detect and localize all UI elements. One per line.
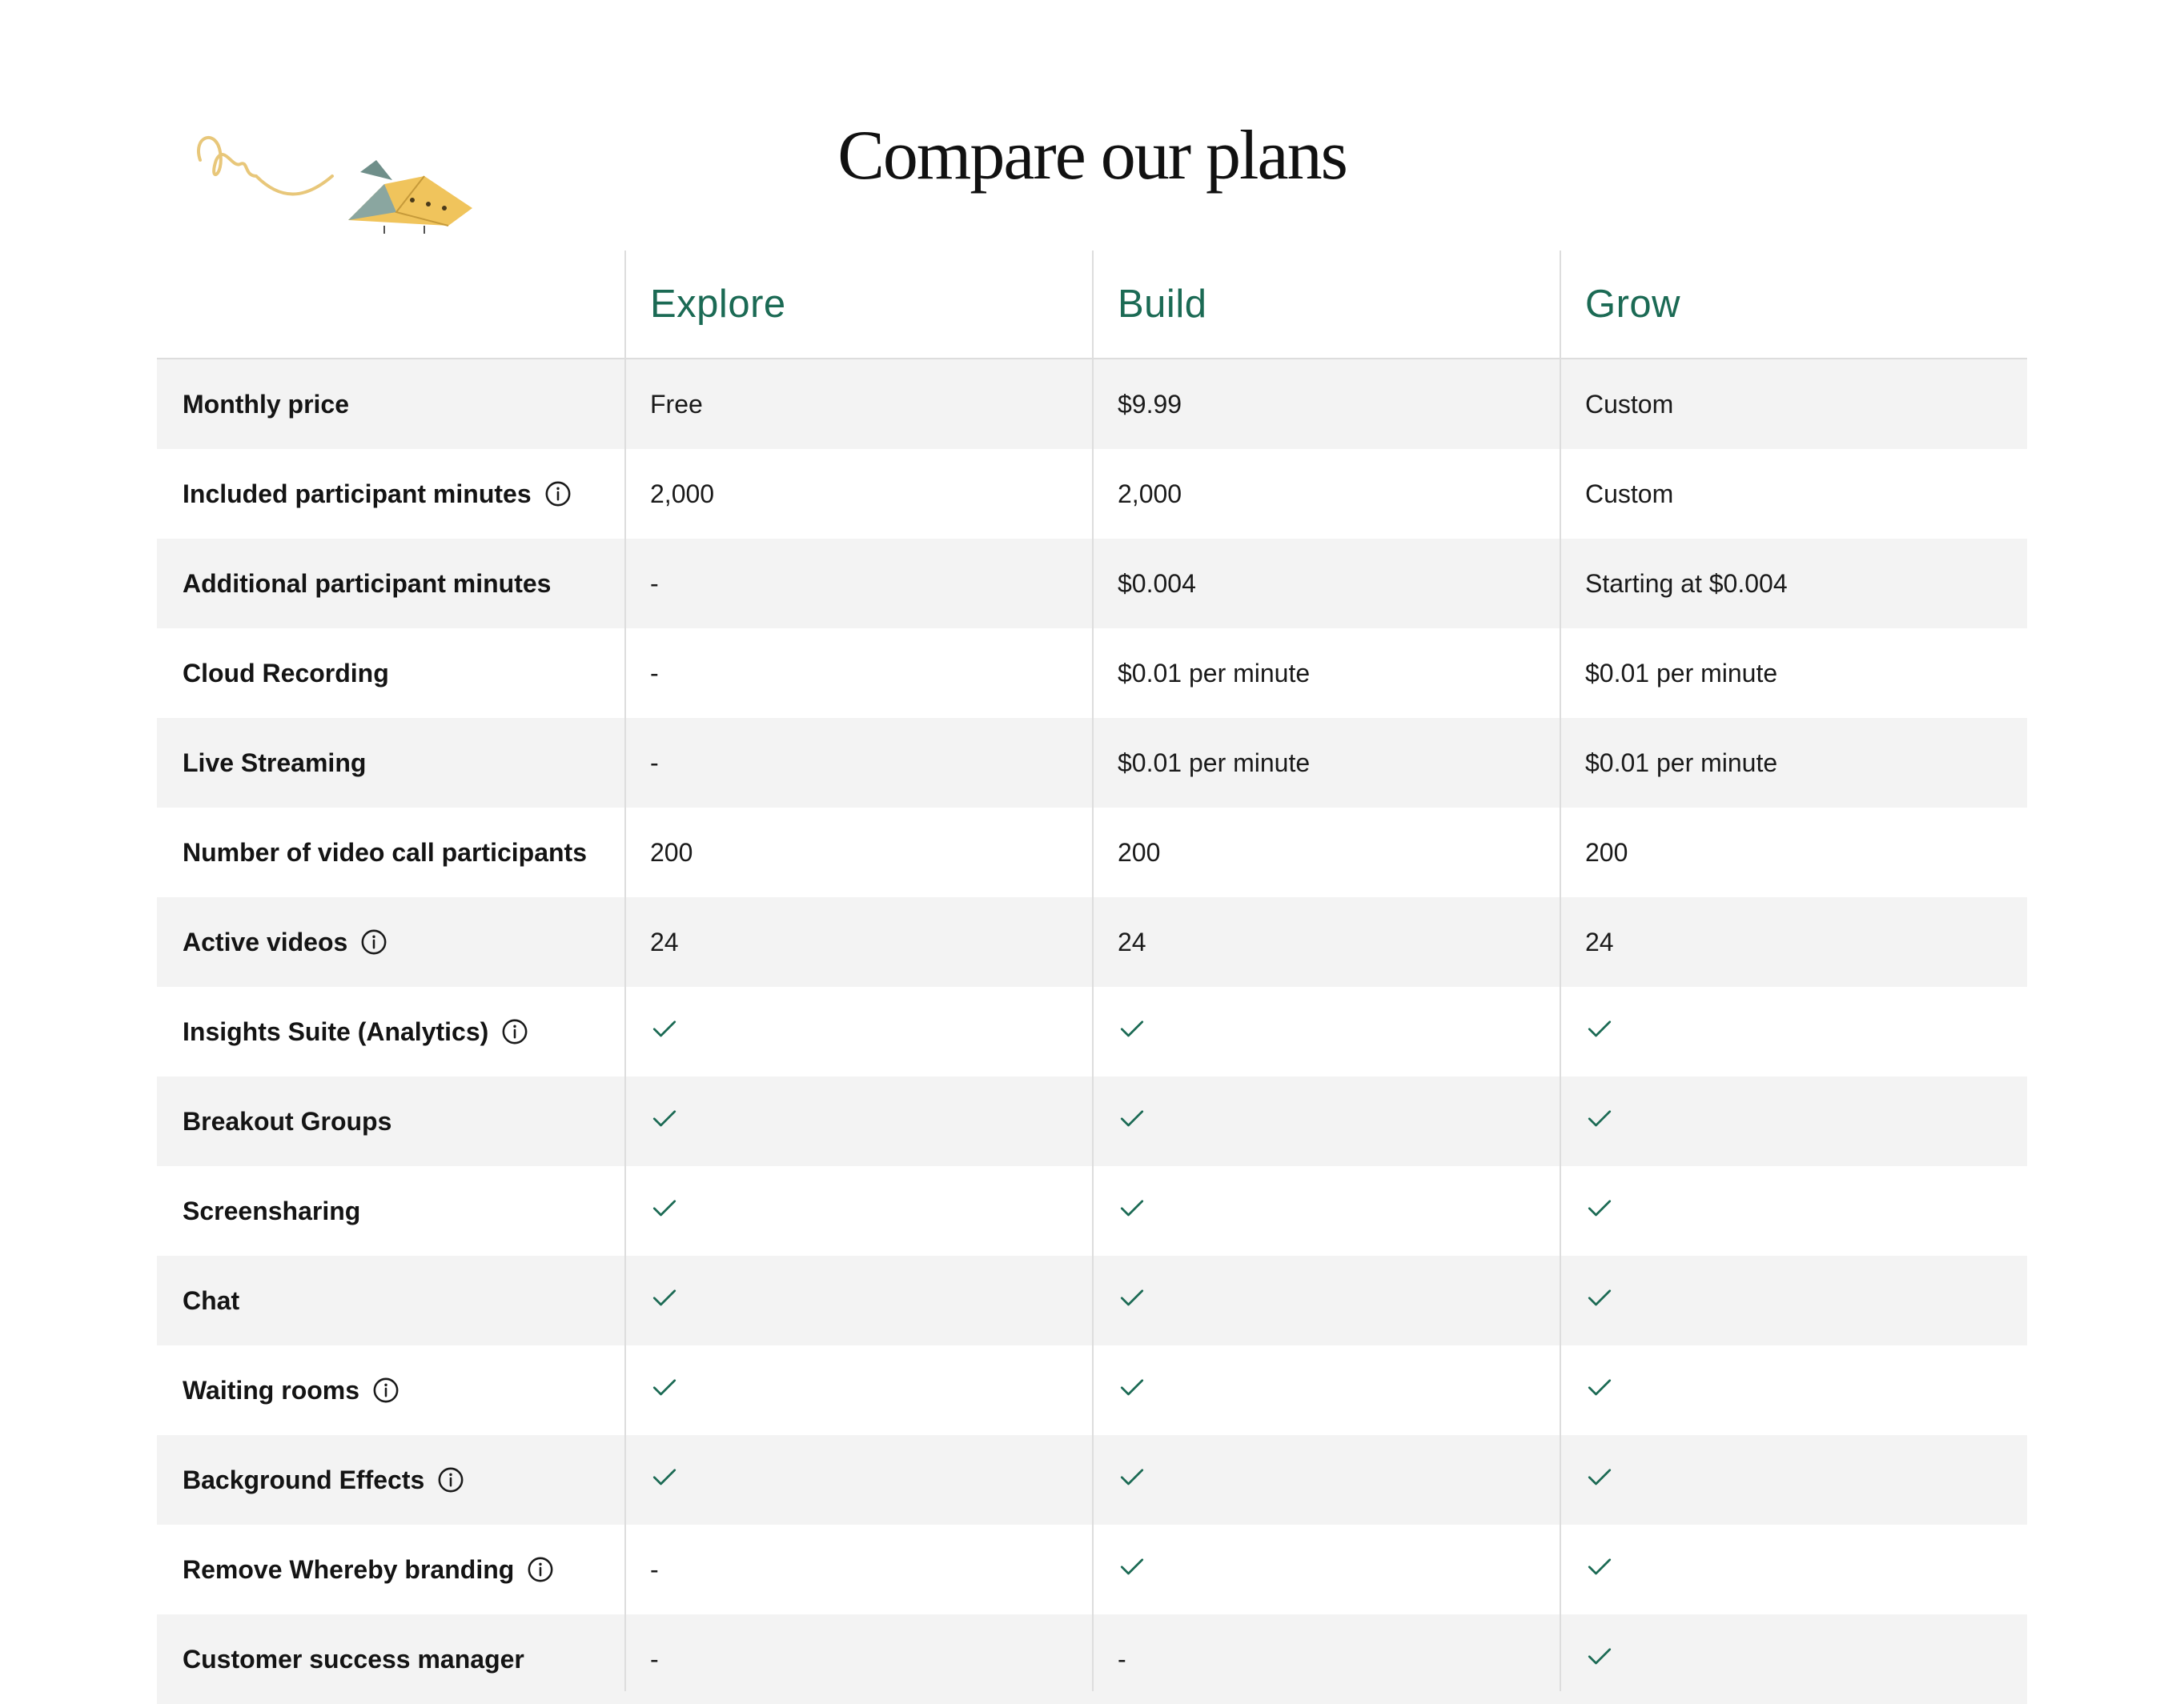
- feature-name-cell: [157, 359, 624, 449]
- check-icon: [1585, 1642, 1614, 1670]
- feature-name-cell: [157, 539, 624, 628]
- plan-value-cell-build: [1092, 718, 1560, 808]
- plan-value-cell-grow: [1560, 359, 2027, 449]
- check-icon: [650, 1104, 679, 1133]
- feature-label: Active videos: [183, 927, 348, 956]
- plan-value-cell-build: [1092, 1256, 1560, 1345]
- feature-name-cell: [157, 718, 624, 808]
- check-icon: [1585, 1283, 1614, 1312]
- plan-value: 24: [650, 927, 679, 956]
- page-title: Compare our plans: [837, 117, 1347, 194]
- feature-label: Live Streaming: [183, 748, 367, 777]
- feature-label: Remove Whereby branding: [183, 1554, 515, 1584]
- check-icon: [1118, 1462, 1146, 1491]
- plan-value-cell-explore: [624, 1435, 1092, 1525]
- check-icon: [1118, 1014, 1146, 1043]
- check-icon: [1118, 1552, 1146, 1581]
- feature-name-cell: [157, 449, 624, 539]
- feature-name-cell: [157, 808, 624, 897]
- feature-label: Screensharing: [183, 1196, 361, 1225]
- check-icon: [1118, 1373, 1146, 1401]
- plan-value-cell-grow: [1560, 1345, 2027, 1435]
- plan-value-cell-explore: [624, 359, 1092, 449]
- column-divider: [624, 251, 626, 1691]
- feature-label: Chat: [183, 1285, 240, 1315]
- plan-value: $0.01 per minute: [1118, 658, 1311, 688]
- plan-value: $0.01 per minute: [1585, 748, 1778, 777]
- plan-value-cell-build: [1092, 628, 1560, 718]
- plan-header-explore: Explore: [650, 283, 786, 326]
- check-icon: [1118, 1193, 1146, 1222]
- plan-value: -: [1118, 1644, 1126, 1674]
- plan-value-cell-grow: [1560, 539, 2027, 628]
- plan-value-cell-explore: [624, 449, 1092, 539]
- plan-value-cell-grow: [1560, 1256, 2027, 1345]
- header-empty-cell: [157, 251, 624, 358]
- plan-value-cell-explore: [624, 987, 1092, 1077]
- plan-value: Custom: [1585, 389, 1674, 419]
- plan-value-cell-explore: [624, 1525, 1092, 1614]
- check-icon: [1585, 1373, 1614, 1401]
- feature-name-cell: [157, 1614, 624, 1704]
- plan-value-cell-grow: [1560, 449, 2027, 539]
- plan-value-cell-grow: [1560, 808, 2027, 897]
- feature-label: Customer success manager: [183, 1644, 524, 1674]
- feature-name-cell: [157, 1166, 624, 1256]
- check-icon: [1585, 1104, 1614, 1133]
- plan-value-cell-explore: [624, 1614, 1092, 1704]
- plan-value-cell-explore: [624, 808, 1092, 897]
- plan-value: -: [650, 568, 659, 598]
- feature-name-cell: [157, 1256, 624, 1345]
- plan-value: $0.01 per minute: [1118, 748, 1311, 777]
- plan-value: $9.99: [1118, 389, 1182, 419]
- plan-value: 200: [1585, 837, 1628, 867]
- check-icon: [1118, 1283, 1146, 1312]
- plan-value-cell-build: [1092, 1345, 1560, 1435]
- plan-value-cell-grow: [1560, 1166, 2027, 1256]
- check-icon: [1585, 1193, 1614, 1222]
- plan-value: 24: [1118, 927, 1146, 956]
- feature-name-cell: [157, 987, 624, 1077]
- plan-value: 24: [1585, 927, 1614, 956]
- plan-value-cell-build: [1092, 539, 1560, 628]
- plan-value: 200: [650, 837, 693, 867]
- plan-value-cell-build: [1092, 359, 1560, 449]
- check-icon: [1118, 1104, 1146, 1133]
- check-icon: [650, 1462, 679, 1491]
- check-icon: [650, 1283, 679, 1312]
- plan-value-cell-build: [1092, 897, 1560, 987]
- feature-label: Included participant minutes: [183, 479, 532, 508]
- info-icon[interactable]: [501, 1018, 528, 1045]
- feature-label: Number of video call participants: [183, 837, 587, 867]
- plan-value-cell-build: [1092, 1166, 1560, 1256]
- info-icon[interactable]: [527, 1556, 554, 1583]
- plan-value-cell-build: [1092, 1077, 1560, 1166]
- plan-value-cell-build: [1092, 449, 1560, 539]
- plan-value-cell-build: [1092, 987, 1560, 1077]
- plan-value: -: [650, 1644, 659, 1674]
- check-icon: [1585, 1014, 1614, 1043]
- plan-comparison-table: [157, 251, 2027, 1704]
- feature-label: Waiting rooms: [183, 1375, 360, 1405]
- feature-label: Background Effects: [183, 1465, 425, 1494]
- plan-value-cell-build: [1092, 808, 1560, 897]
- column-divider: [1560, 251, 1561, 1691]
- feature-name-cell: [157, 628, 624, 718]
- plan-value: -: [650, 748, 659, 777]
- feature-label: Monthly price: [183, 389, 350, 419]
- plan-value-cell-build: [1092, 1525, 1560, 1614]
- plan-value-cell-explore: [624, 1345, 1092, 1435]
- plan-header-grow: Grow: [1585, 283, 1681, 326]
- info-icon[interactable]: [544, 480, 572, 507]
- feature-name-cell: [157, 1077, 624, 1166]
- plan-value-cell-grow: [1560, 628, 2027, 718]
- plan-value-cell-grow: [1560, 1435, 2027, 1525]
- feature-label: Additional participant minutes: [183, 568, 552, 598]
- plan-value: $0.01 per minute: [1585, 658, 1778, 688]
- plan-value-cell-explore: [624, 628, 1092, 718]
- paper-plane-illustration: [184, 128, 488, 240]
- plan-value: 2,000: [650, 479, 715, 508]
- plan-value-cell-explore: [624, 718, 1092, 808]
- plan-value-cell-build: [1092, 1435, 1560, 1525]
- feature-name-cell: [157, 1345, 624, 1435]
- plan-value: $0.004: [1118, 568, 1196, 598]
- plan-value-cell-explore: [624, 1256, 1092, 1345]
- feature-label: Cloud Recording: [183, 658, 389, 688]
- info-icon[interactable]: [437, 1466, 464, 1494]
- feature-name-cell: [157, 1525, 624, 1614]
- plan-value-cell-grow: [1560, 1614, 2027, 1704]
- plan-value-cell-explore: [624, 1166, 1092, 1256]
- check-icon: [650, 1373, 679, 1401]
- info-icon[interactable]: [372, 1377, 399, 1404]
- plan-value: -: [650, 1554, 659, 1584]
- feature-label: Breakout Groups: [183, 1106, 392, 1136]
- plan-value: Custom: [1585, 479, 1674, 508]
- feature-name-cell: [157, 1435, 624, 1525]
- check-icon: [650, 1193, 679, 1222]
- plan-header-build: Build: [1118, 283, 1207, 326]
- check-icon: [1585, 1462, 1614, 1491]
- plan-value: -: [650, 658, 659, 688]
- column-divider: [1092, 251, 1094, 1691]
- feature-label: Insights Suite (Analytics): [183, 1016, 489, 1046]
- plan-value-cell-build: [1092, 1614, 1560, 1704]
- plan-value-cell-grow: [1560, 1077, 2027, 1166]
- plan-value-cell-grow: [1560, 897, 2027, 987]
- plan-value: 2,000: [1118, 479, 1182, 508]
- info-icon[interactable]: [360, 928, 387, 956]
- plan-value-cell-grow: [1560, 1525, 2027, 1614]
- check-icon: [1585, 1552, 1614, 1581]
- plan-value: Starting at $0.004: [1585, 568, 1788, 598]
- plan-value-cell-explore: [624, 1077, 1092, 1166]
- plan-value-cell-grow: [1560, 987, 2027, 1077]
- plan-value: 200: [1118, 837, 1161, 867]
- feature-name-cell: [157, 897, 624, 987]
- plan-value-cell-explore: [624, 897, 1092, 987]
- check-icon: [650, 1014, 679, 1043]
- plan-value: Free: [650, 389, 703, 419]
- plan-value-cell-grow: [1560, 718, 2027, 808]
- plan-value-cell-explore: [624, 539, 1092, 628]
